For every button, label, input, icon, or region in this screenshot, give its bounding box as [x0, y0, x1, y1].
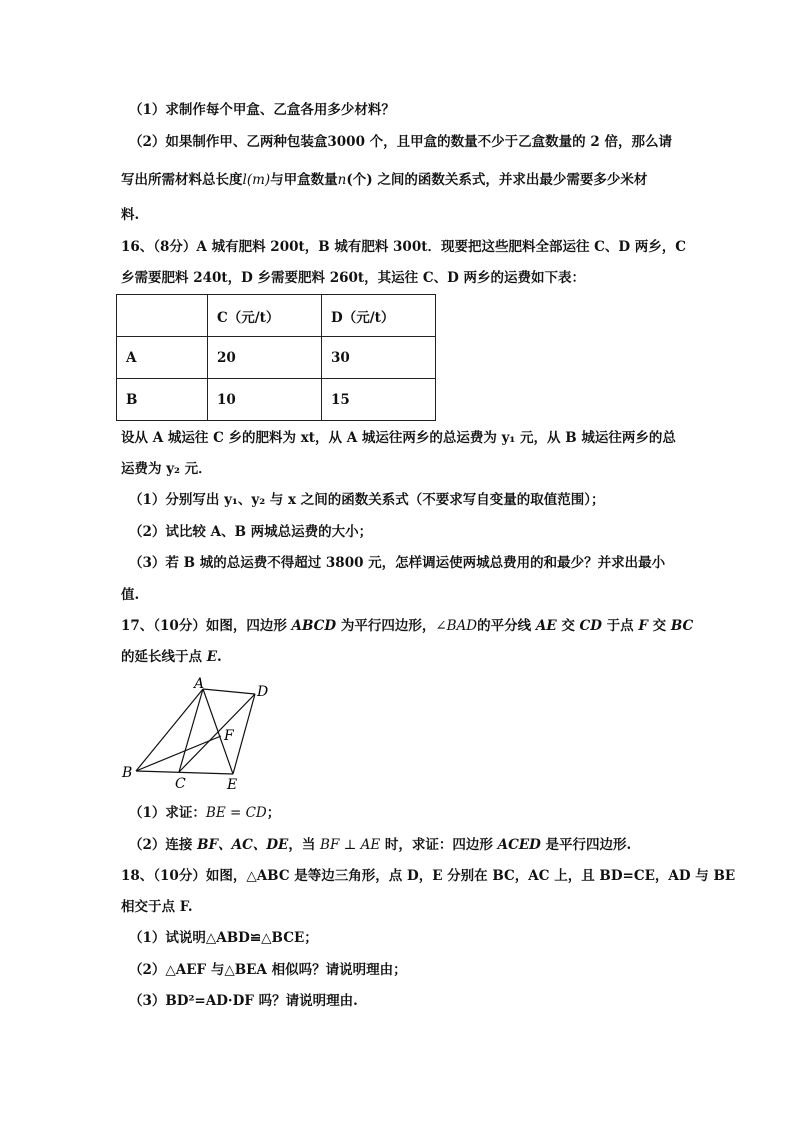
q18-part3: （3）BD²=AD·DF 吗？请说明理由. — [129, 993, 358, 1009]
q17-part1 — [129, 803, 280, 823]
q17-text: 的延长线于点 — [121, 649, 202, 665]
q15-text: (个) 之间的函数关系式，并求出最少需要多少米材 — [346, 172, 648, 188]
table-header-c: C（元/t） — [208, 295, 322, 337]
q16-stem-line2: 乡需要肥料 240t，D 乡需要肥料 260t，其运往 C、D 两乡的运费如下表： — [121, 270, 585, 286]
q17-stem-line2 — [121, 647, 222, 667]
q17-text: 时，求证：四边形 — [384, 837, 493, 853]
q17-part2 — [129, 835, 631, 855]
q18-stem-line1: 18、（10分）如图，△ABC 是等边三角形，点 D，E 分别在 BC，AC 上，且 BD=CE，AD 与 BE — [121, 868, 736, 884]
q17-text: . — [217, 649, 222, 665]
math-f: F — [638, 618, 648, 634]
q18-part2: （2）△AEF 与△BEA 相似吗？请说明理由； — [129, 962, 407, 978]
q17-text: 于点 — [606, 618, 634, 634]
table-row — [117, 337, 436, 379]
q17-text: 的平分线 — [477, 618, 532, 634]
table-header-d: D（元/t） — [322, 295, 436, 337]
q17-text: 交 — [561, 618, 575, 634]
parallelogram-figure — [118, 676, 278, 796]
q17-stem-line1 — [121, 616, 693, 636]
q15-part2-line3: 料. — [121, 207, 140, 223]
q18-stem-line2: 相交于点 F. — [121, 899, 193, 915]
table-cell: 15 — [322, 379, 436, 421]
q17-text: ； — [266, 805, 281, 821]
q16-part1: （1）分别写出 y₁、y₂ 与 x 之间的函数关系式（不要求写自变量的取值范围）； — [129, 492, 605, 508]
math-aced: ACED — [497, 837, 541, 853]
table-cell: B — [117, 379, 208, 421]
q18-part1: （1）试说明△ABD≌△BCE； — [129, 930, 318, 946]
q15-part2-line1: （2）如果制作甲、乙两种包装盒3000 个，且甲盒的数量不少于乙盒数量的 2 倍，那么请 — [129, 134, 672, 150]
math-lines: BF、AC、DE — [197, 837, 289, 853]
table-cell: 30 — [322, 337, 436, 379]
table-cell: A — [117, 337, 208, 379]
segment-be — [136, 771, 233, 774]
table-cell: 10 — [208, 379, 322, 421]
q17-text: （2）连接 — [129, 837, 193, 853]
label-a: A — [194, 676, 205, 692]
label-b: B — [122, 765, 133, 781]
math-perp: BF ⊥ AE — [320, 837, 381, 853]
q16-stem-line1: 16、（8分）A 城有肥料 200t，B 城有肥料 300t．现要把这些肥料全部运往 C、D 两乡，C — [121, 239, 687, 255]
freight-table — [116, 294, 436, 421]
math-cd: CD — [579, 618, 602, 634]
q17-text: 为平行四边形， — [340, 618, 436, 634]
q15-text: 写出所需材料总长度 — [121, 172, 243, 188]
table-row — [117, 379, 436, 421]
math-bc: BC — [670, 618, 694, 634]
q15-part2-line2 — [121, 170, 647, 190]
math-n: n — [337, 172, 347, 188]
math-be-eq-cd: BE = CD — [205, 805, 267, 821]
math-abcd: ABCD — [291, 618, 337, 634]
q15-part1: （1）求制作每个甲盒、乙盒各用多少材料？ — [129, 102, 395, 118]
q16-part3-line2: 值. — [121, 587, 140, 603]
segment-ad — [203, 689, 255, 694]
math-ae: AE — [535, 618, 557, 634]
table-cell — [117, 295, 208, 337]
segment-bf — [136, 736, 221, 771]
table-cell: 20 — [208, 337, 322, 379]
q16-part2: （2）试比较 A、B 两城总运费的大小； — [129, 524, 373, 540]
table-row — [117, 295, 436, 337]
q16-setup-line2: 运费为 y₂ 元． — [121, 461, 212, 477]
math-l: l(m) — [242, 172, 271, 188]
math-angle-bad: ∠BAD — [435, 618, 478, 634]
label-d: D — [257, 684, 269, 700]
q17-text: 17、（10分）如图，四边形 — [121, 618, 287, 634]
q16-part3-line1: （3）若 B 城的总运费不得超过 3800 元，怎样调运使两城总费用的和最少？并求出最小 — [129, 555, 666, 571]
math-e: E — [206, 649, 217, 665]
q17-text: 是平行四边形. — [545, 837, 632, 853]
q17-text: 交 — [652, 618, 667, 634]
q15-text: 与甲盒数量 — [270, 172, 338, 188]
q16-setup-line1: 设从 A 城运往 C 乡的肥料为 xt，从 A 城运往两乡的总运费为 y₁ 元，从 B 城运往两乡的总 — [121, 430, 676, 446]
label-e: E — [227, 777, 238, 793]
label-f: F — [224, 728, 234, 744]
q17-text: ，当 — [288, 837, 316, 853]
label-c: C — [175, 776, 186, 792]
q17-text: （1）求证： — [129, 805, 206, 821]
segment-ab — [136, 689, 203, 771]
